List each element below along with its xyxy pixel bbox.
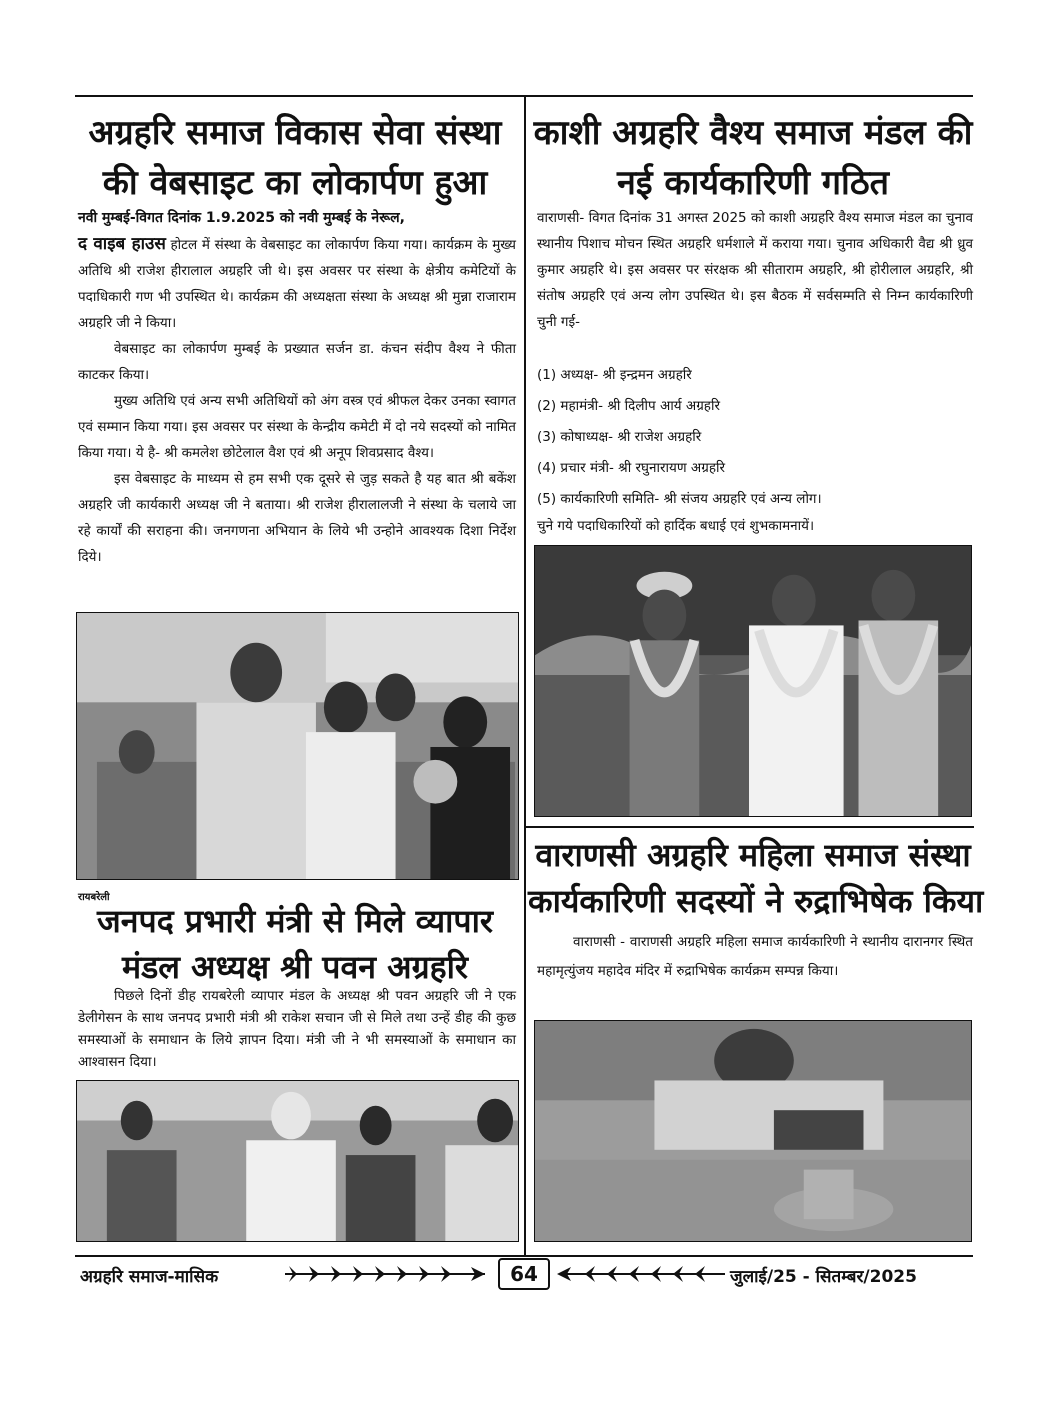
article1-lead-b: द वाइब हाउस [78, 234, 166, 254]
footer-rule [75, 1255, 973, 1257]
article2-photo [76, 1080, 519, 1242]
article1-photo [76, 612, 519, 880]
article3-closing [537, 513, 973, 539]
article3-body [537, 205, 973, 335]
article3-list-item-5: (5) कार्यकारिणी समिति- श्री संजय अग्रहरि एवं अन्य लोग। [537, 491, 822, 507]
article3-p1: वाराणसी- विगत दिनांक 31 अगस्त 2025 को काशी अग्रहरि वैश्य समाज मंडल का चुनाव स्थानीय पिशाच मोचन स्थित अग्रहरि धर्मशाले में कराया गया। चुनाव अधिकारी वैद्य श्री ध्रुव कुमार अग्रहरि थे। इस अवसर पर संरक्षक श्री सीताराम अग्रहरि, श्री होरीलाल अग्रहरि, श्री संतोष अग्रहरि एवं अन्य लोग उपस्थित थे। इस बैठक में सर्वसम्मति से निम्न कार्यकारिणी चुनी गई- [537, 210, 973, 330]
article3-office-list [537, 360, 973, 515]
article1-p2: वेबसाइट का लोकार्पण मुम्बई के प्रख्यात सर्जन डा. कंचन संदीप वैश्य ने फीता काटकर किया। [78, 341, 516, 383]
article1-headline-line2: की वेबसाइट का लोकार्पण हुआ [102, 163, 488, 203]
article4-p1: वाराणसी - वाराणसी अग्रहरि महिला समाज कार्यकारिणी ने स्थानीय दारानगर स्थित महामृत्युंजय महादेव मंदिर में रुद्राभिषेक कार्यक्रम सम्पन्न किया। [537, 934, 973, 979]
page-number: 64 [498, 1258, 550, 1290]
article3-headline-line2: नई कार्यकारिणी गठित [617, 163, 889, 203]
right-ornament-icon [555, 1262, 725, 1286]
left-ornament-icon [285, 1262, 490, 1286]
article2-place-tag: रायबरेली [78, 892, 110, 903]
column-divider [524, 95, 526, 1255]
article1-lead-a: नवी मुम्बई-विगत दिनांक 1.9.2025 को नवी मुम्बई के नेरूल, [78, 210, 405, 226]
article3-list-item-2: (2) महामंत्री- श्री दिलीप आर्य अग्रहरि [537, 398, 720, 414]
article4-headline-line2: कार्यकारिणी सदस्यों ने रुद्राभिषेक किया [528, 882, 984, 920]
right-column-divider [524, 826, 974, 828]
article1-p1-rest: होटल में संस्था के वेबसाइट का लोकार्पण किया गया। कार्यक्रम के मुख्य अतिथि श्री राजेश हीरालाल अग्रहरि जी थे। इस अवसर पर संस्था के क्षेत्रीय कमेटियों के पदाधिकारी गण भी उपस्थित थे। कार्यक्रम की अध्यक्षता संस्था के अध्यक्ष श्री मुन्ना राजाराम अग्रहरि जी ने किया। [78, 237, 516, 331]
article1-p3: मुख्य अतिथि एवं अन्य सभी अतिथियों को अंग वस्त्र एवं श्रीफल देकर उनका स्वागत एवं सम्मान किया गया। इस अवसर पर संस्था के केन्द्रीय कमेटी में दो नये सदस्यों को नामित किया गया। ये है- श्री कमलेश छोटेलाल वैश एवं श्री अनूप शिवप्रसाद वैश्य। [78, 393, 516, 461]
article3-headline-line1: काशी अग्रहरि वैश्य समाज मंडल की [533, 113, 973, 153]
article3-photo [534, 545, 972, 817]
article1-p4: इस वेबसाइट के माध्यम से हम सभी एक दूसरे से जुड़ सकते है यह बात श्री बकेंश अग्रहरि जी कार्यकारी अध्यक्ष जी ने बताया। श्री राजेश हीरालालजी ने संस्था के चलाये जा रहे कार्यों की सराहना की। जनगणना अभियान के लिये भी उन्होने आवश्यक दिशा निर्देश दिये। [78, 471, 516, 565]
article2-body [78, 985, 516, 1073]
article1-headline-line1: अग्रहरि समाज विकास सेवा संस्था [88, 113, 502, 153]
footer-issue: जुलाई/25 - सितम्बर/2025 [730, 1267, 917, 1287]
article3-closing-text: चुने गये पदाधिकारियों को हार्दिक बधाई एवं शुभकामनायें। [537, 518, 815, 534]
article2-headline-line1: जनपद प्रभारी मंत्री से मिले व्यापार [97, 902, 493, 940]
article4-headline-line1: वाराणसी अग्रहरि महिला समाज संस्था [535, 836, 971, 874]
article3-list-item-1: (1) अध्यक्ष- श्री इन्द्रमन अग्रहरि [537, 367, 692, 383]
footer-publication: अग्रहरि समाज-मासिक [80, 1267, 219, 1287]
article2-p1: पिछले दिनों डीह रायबरेली व्यापार मंडल के अध्यक्ष श्री पवन अग्रहरि जी ने एक डेलीगेसन के साथ जनपद प्रभारी मंत्री श्री राकेश सचान जी से मिले तथा उन्हें डीह की कुछ समस्याओं के समाधान के लिये ज्ञापन दिया। मंत्री जी ने भी समस्याओं के समाधान का आश्वासन दिया। [78, 988, 516, 1070]
article3-list-item-4: (4) प्रचार मंत्री- श्री रघुनारायण अग्रहरि [537, 460, 726, 476]
article1-headline [70, 108, 520, 208]
article3-list-item-3: (3) कोषाध्यक्ष- श्री राजेश अग्रहरि [537, 429, 702, 445]
article4-headline [528, 832, 984, 924]
article2-headline-line2: मंडल अध्यक्ष श्री पवन अग्रहरि [121, 948, 469, 986]
article4-photo [534, 1020, 972, 1242]
article4-body [537, 928, 973, 986]
article2-headline [70, 898, 520, 990]
article1-body [78, 205, 516, 570]
article3-headline [528, 108, 978, 208]
